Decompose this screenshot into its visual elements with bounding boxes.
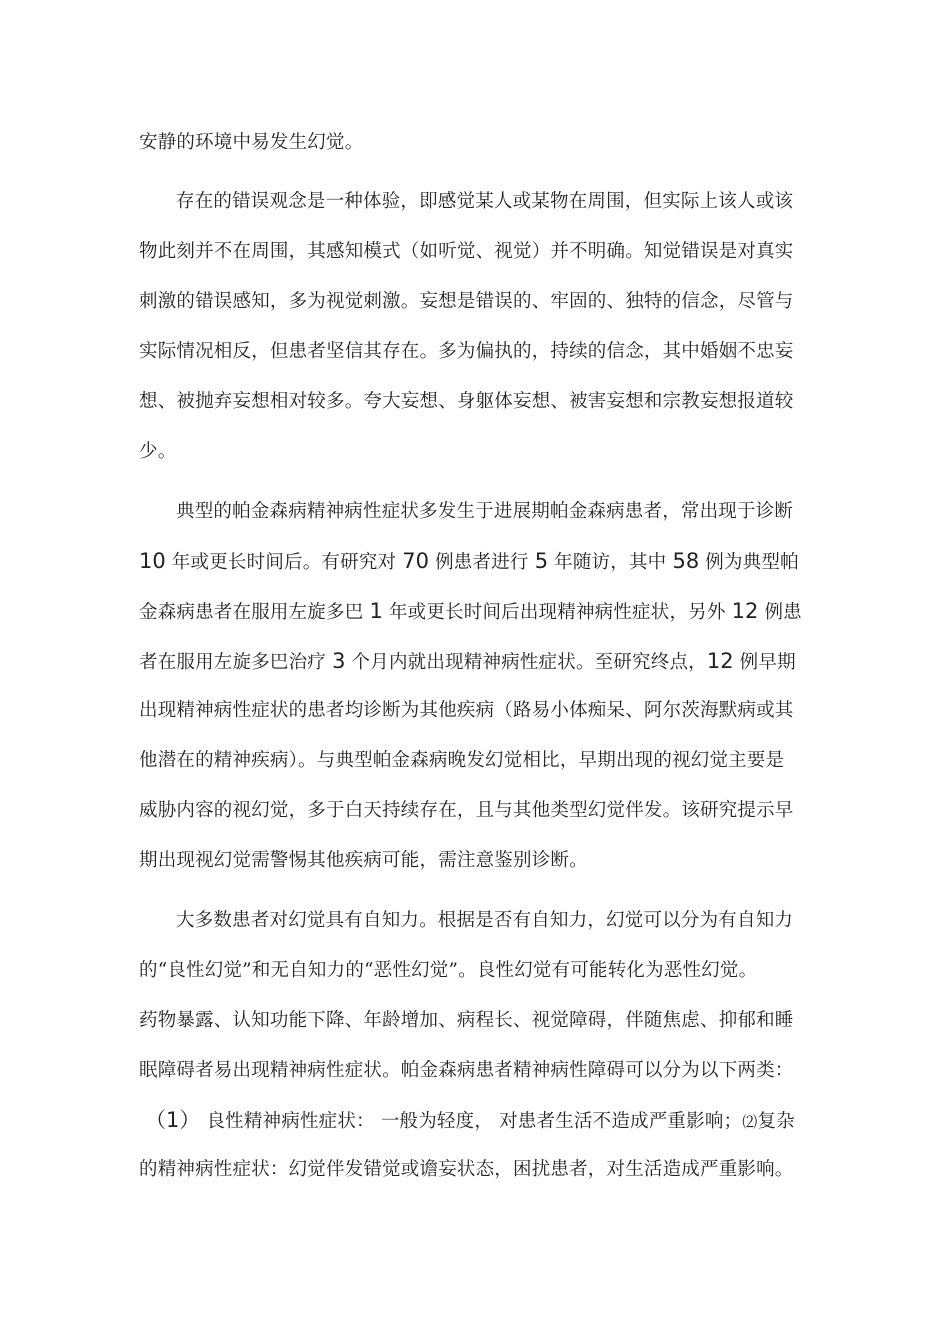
text-line xyxy=(139,1157,819,1183)
number: 1 xyxy=(369,599,383,623)
text-segment: 者在服用左旋多巴治疗 xyxy=(139,652,333,673)
text-line xyxy=(139,848,819,874)
number: 12 xyxy=(706,649,734,673)
number: 12 xyxy=(731,599,759,623)
text-segment: 存在的错误观念是一种体验，即感觉某人或某物在周围，但实际上该人或该 xyxy=(176,191,794,212)
text-line xyxy=(139,648,819,676)
text-segment: 个月内就出现精神病性症状。至研究终点， xyxy=(345,652,707,673)
text-segment: 实际情况相反，但患者坚信其存在。多为偏执的，持续的信念，其中婚姻不忠妄 xyxy=(139,341,794,362)
text-line xyxy=(139,548,819,576)
number: 70 xyxy=(402,549,430,573)
text-segment: 少。 xyxy=(139,441,177,462)
text-segment: 年随访，其中 xyxy=(548,552,673,573)
text-line xyxy=(139,339,819,365)
text-segment: 威胁内容的视幻觉，多于白天持续存在，且与其他类型幻觉伴发。该研究提示早 xyxy=(139,800,794,821)
text-line xyxy=(139,958,819,984)
text-line xyxy=(139,1058,819,1084)
text-segment: 年或更长时间后出现精神病性症状，另外 xyxy=(382,602,732,623)
text-segment: 例患者进行 xyxy=(429,552,535,573)
text-segment: 年或更长时间后。有研究对 xyxy=(165,552,403,573)
number: 58 xyxy=(672,549,700,573)
number: 10 xyxy=(139,549,166,573)
text-segment: 出现精神病性症状的患者均诊断为其他疾病（路易小体痴呆、阿尔茨海默病或其 xyxy=(139,700,794,721)
text-segment: 刺激的错误感知，多为视觉刺激。妄想是错误的、牢固的、独特的信念，尽管与 xyxy=(139,291,794,312)
text-segment: 典型的帕金森病精神病性症状多发生于进展期帕金森病患者，常出现于诊断 xyxy=(176,501,794,522)
text-line xyxy=(139,798,819,824)
text-segment: 例早期 xyxy=(733,652,796,673)
text-line xyxy=(139,130,819,156)
text-line xyxy=(139,239,819,265)
paragraph-first-line xyxy=(176,499,856,525)
text-segment: 大多数患者对幻觉具有自知力。根据是否有自知力，幻觉可以分为有自知力 xyxy=(176,910,794,931)
text-segment: 的精神病性症状：幻觉伴发错觉或谵妄状态，困扰患者，对生活造成严重影响。 xyxy=(139,1159,794,1180)
list-marker: （1） xyxy=(145,1108,201,1132)
text-segment: 安静的环境中易发生幻觉。 xyxy=(139,132,364,153)
text-segment: 的“良性幻觉”和无自知力的“恶性幻觉”。良性幻觉有可能转化为恶性幻觉。 xyxy=(139,960,758,981)
text-segment: 药物暴露、认知功能下降、年龄增加、病程长、视觉障碍，伴随焦虑、抑郁和睡 xyxy=(139,1010,794,1031)
paragraph-first-line xyxy=(176,189,856,215)
number: 5 xyxy=(534,549,549,573)
text-line xyxy=(139,289,819,315)
text-line xyxy=(139,598,819,626)
text-line xyxy=(139,748,819,774)
text-line xyxy=(145,1107,825,1135)
list-marker: ⑵ xyxy=(742,1113,758,1131)
text-segment: 例患 xyxy=(758,602,802,623)
text-segment: 期出现视幻觉需警惕其他疾病可能，需注意鉴别诊断。 xyxy=(139,850,588,871)
text-segment: 物此刻并不在周围，其感知模式（如听觉、视觉）并不明确。知觉错误是对真实 xyxy=(139,241,794,262)
text-line xyxy=(139,698,819,724)
text-segment: 例为典型帕 xyxy=(699,552,799,573)
text-line xyxy=(139,389,819,415)
text-segment: 眠障碍者易出现精神病性症状。帕金森病患者精神病性障碍可以分为以下两类： xyxy=(139,1060,794,1081)
text-segment: 金森病患者在服用左旋多巴 xyxy=(139,602,370,623)
number: 3 xyxy=(332,649,346,673)
text-segment: 复杂 xyxy=(757,1111,795,1132)
text-line xyxy=(139,1008,819,1034)
text-segment: 他潜在的精神疾病）。与典型帕金森病晚发幻觉相比，早期出现的视幻觉主要是 xyxy=(139,750,785,771)
text-segment: 想、被抛弃妄想相对较多。夸大妄想、身躯体妄想、被害妄想和宗教妄想报道较 xyxy=(139,391,794,412)
text-segment: 良性精神病性症状： 一般为轻度， 对患者生活不造成严重影响； xyxy=(200,1111,743,1132)
paragraph-first-line xyxy=(176,908,856,934)
text-line xyxy=(139,439,819,465)
